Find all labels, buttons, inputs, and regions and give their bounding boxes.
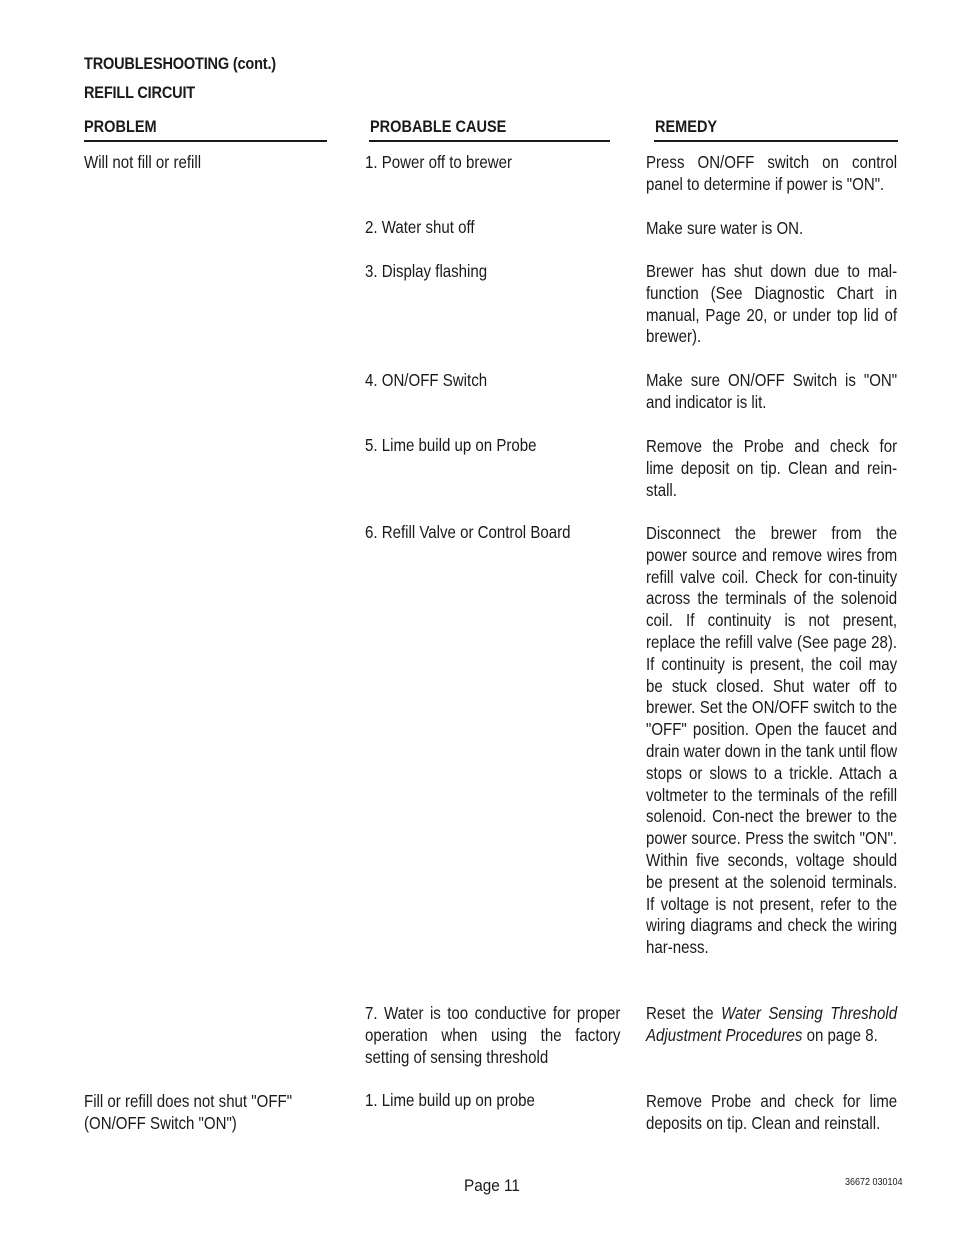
- table-row-problem: Fill or refill does not shut "OFF" (ON/OFF Switch "ON"): [84, 1091, 293, 1133]
- column-rule-problem: [84, 140, 327, 142]
- table-row-remedy: Remove Probe and check for lime deposits on tip. Clean and reinstall.: [646, 1091, 898, 1133]
- table-row-problem: Will not fill or refill: [84, 152, 202, 172]
- section-title: TROUBLESHOOTING (cont.): [84, 55, 276, 73]
- remedy-text: on page 8.: [802, 1024, 878, 1045]
- table-row-remedy: Make sure water is ON.: [646, 218, 804, 238]
- table-row-cause: 3. Display flashing: [365, 261, 488, 281]
- table-row-cause: 7. Water is too conductive for proper operation when using the factory setting of sensing threshold: [365, 1003, 621, 1067]
- table-row-remedy: [646, 1003, 897, 1047]
- document-code: 36672 030104: [845, 1177, 903, 1188]
- table-row-cause: 5. Lime build up on Probe: [365, 435, 537, 455]
- column-rule-remedy: [654, 140, 898, 142]
- column-header-remedy: REMEDY: [655, 118, 718, 136]
- table-row-cause: 4. ON/OFF Switch: [365, 370, 488, 390]
- table-row-remedy: Brewer has shut down due to mal-function (See Diagnostic Chart in manual, Page 20, or under top lid of brewer).: [646, 261, 898, 347]
- column-header-problem: PROBLEM: [84, 118, 157, 136]
- table-row-cause: 2. Water shut off: [365, 217, 475, 237]
- remedy-text: Reset the: [646, 1003, 722, 1023]
- column-rule-cause: [369, 140, 610, 142]
- table-row-cause: 1. Power off to brewer: [365, 152, 512, 172]
- section-subtitle: REFILL CIRCUIT: [84, 84, 196, 102]
- page-number: Page 11: [464, 1176, 520, 1195]
- procedure-reference: Water Sensing Threshold Adjustment Procedures: [646, 1003, 898, 1045]
- table-row-cause: 1. Lime build up on probe: [365, 1090, 535, 1110]
- table-row-remedy: Remove the Probe and check for lime deposit on tip. Clean and rein-stall.: [646, 436, 898, 500]
- table-row-remedy: Disconnect the brewer from the power source and remove wires from refill valve coil. Check for con-tinuity across the terminals of the solenoid coil. If continuity is not present, replace the refill valve (See page 28). If continuity is present, the coil may be stuck closed. Shut water off to brewer. Set the ON/OFF switch to the "OFF" position. Open the faucet and drain water down in the tank until flow stops or slows to a trickle. Attach a voltmeter to the terminals of the refill solenoid. Con-nect the brewer to the power source. Press the switch "ON". Within five seconds, voltage should be present at the solenoid terminals. If voltage is not present, refer to the wiring diagrams and check the wiring har-ness.: [646, 523, 898, 958]
- table-row-remedy: Make sure ON/OFF Switch is "ON" and indicator is lit.: [646, 370, 898, 412]
- column-header-cause: PROBABLE CAUSE: [370, 118, 507, 136]
- table-row-cause: 6. Refill Valve or Control Board: [365, 522, 571, 542]
- table-row-remedy: Press ON/OFF switch on control panel to determine if power is "ON".: [646, 152, 898, 194]
